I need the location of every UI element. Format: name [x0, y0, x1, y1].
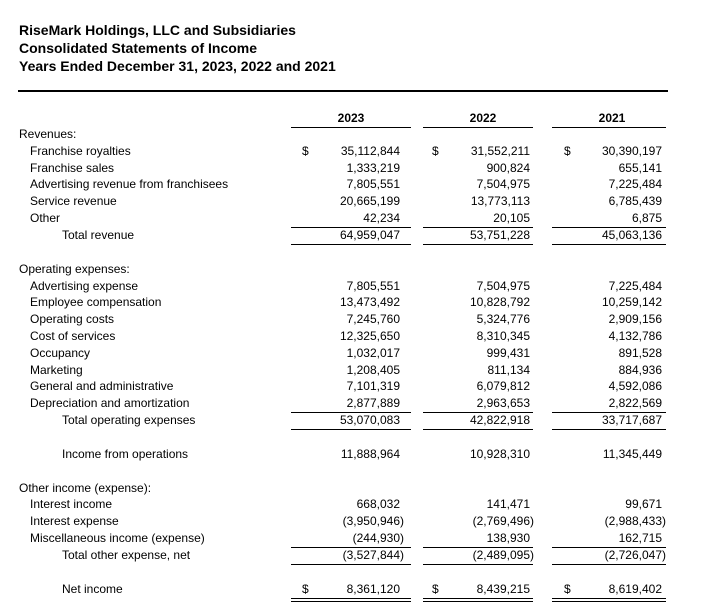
value-cell: 6,785,439 — [608, 194, 662, 208]
row-label: Advertising revenue from franchisees — [30, 177, 229, 191]
company-name: RiseMark Holdings, LLC and Subsidiaries — [19, 22, 296, 38]
dollar-sign: $ — [432, 582, 439, 596]
value-cell: 4,592,086 — [608, 379, 662, 393]
total-label: Total operating expenses — [62, 413, 196, 427]
value-cell: 1,032,017 — [346, 346, 400, 360]
value-cell: 138,930 — [486, 531, 530, 545]
dollar-sign: $ — [564, 144, 571, 158]
total-label: Total other expense, net — [62, 548, 191, 562]
section-heading-operating-expenses: Operating expenses: — [19, 262, 130, 276]
value-cell: (2,769,496) — [472, 514, 534, 528]
total-rule — [291, 429, 411, 430]
value-cell: 8,310,345 — [476, 329, 530, 343]
dollar-sign: $ — [302, 144, 309, 158]
row-label: Other — [30, 211, 61, 225]
row-label: Advertising expense — [30, 279, 139, 293]
row-label: Occupancy — [30, 346, 91, 360]
total-rule — [291, 564, 411, 565]
value-cell: 10,928,310 — [469, 447, 530, 461]
total-value: (2,726,047) — [604, 548, 666, 562]
value-cell: 10,828,792 — [469, 295, 530, 309]
value-cell: 668,032 — [356, 497, 400, 511]
value-cell: 999,431 — [486, 346, 530, 360]
total-rule — [552, 429, 666, 430]
value-cell: 2,822,569 — [608, 396, 662, 410]
row-label: Miscellaneous income (expense) — [30, 531, 205, 545]
statement-title: Consolidated Statements of Income — [19, 40, 258, 56]
double-underline — [291, 598, 411, 602]
value-cell: 35,112,844 — [340, 144, 400, 158]
row-label: Franchise royalties — [30, 144, 131, 158]
value-cell: 42,234 — [363, 211, 400, 225]
value-cell: 6,079,812 — [476, 379, 530, 393]
period-title: Years Ended December 31, 2023, 2022 and 2021 — [19, 58, 336, 74]
total-rule — [423, 564, 533, 565]
row-label: Marketing — [30, 363, 83, 377]
total-value: 53,070,083 — [339, 413, 400, 427]
value-cell: 7,504,975 — [476, 279, 530, 293]
value-cell: 7,245,760 — [346, 312, 400, 326]
value-cell: 11,888,964 — [340, 447, 400, 461]
row-label: Employee compensation — [30, 295, 162, 309]
total-rule — [423, 429, 533, 430]
value-cell: 12,325,650 — [339, 329, 400, 343]
value-cell: 162,715 — [618, 531, 662, 545]
total-value: (3,527,844) — [342, 548, 404, 562]
total-value: 33,717,687 — [601, 413, 662, 427]
row-label: General and administrative — [30, 379, 174, 393]
year-underline — [291, 127, 411, 128]
value-cell: 20,105 — [493, 211, 530, 225]
value-cell: 13,473,492 — [339, 295, 400, 309]
value-cell: 30,390,197 — [601, 144, 662, 158]
double-underline — [423, 598, 533, 602]
year-underline — [423, 127, 533, 128]
total-value: 64,959,047 — [339, 228, 400, 242]
year-header-2021: 2021 — [598, 111, 626, 125]
value-cell: 891,528 — [618, 346, 662, 360]
value-cell: 1,208,405 — [346, 363, 400, 377]
total-value: 42,822,918 — [469, 413, 530, 427]
value-cell: 7,805,551 — [346, 279, 400, 293]
row-label: Depreciation and amortization — [30, 396, 190, 410]
year-header-2023: 2023 — [337, 111, 365, 125]
value-cell: 2,963,653 — [476, 396, 530, 410]
row-label: Cost of services — [30, 329, 116, 343]
net-income-value: 8,619,402 — [608, 582, 662, 596]
total-label: Total revenue — [62, 228, 135, 242]
double-underline — [552, 598, 666, 602]
value-cell: 99,671 — [625, 497, 662, 511]
net-income-value: 8,361,120 — [346, 582, 400, 596]
total-value: 53,751,228 — [469, 228, 530, 242]
total-value: (2,489,095) — [472, 548, 534, 562]
row-label: Operating costs — [30, 312, 115, 326]
value-cell: 811,134 — [487, 363, 530, 377]
row-label: Franchise sales — [30, 161, 115, 175]
net-income-label: Net income — [62, 582, 123, 596]
total-value: 45,063,136 — [601, 228, 662, 242]
value-cell: 1,333,219 — [346, 161, 400, 175]
value-cell: 7,504,975 — [476, 177, 530, 191]
value-cell: 7,805,551 — [346, 177, 400, 191]
value-cell: 2,877,889 — [346, 396, 400, 410]
total-rule — [552, 564, 666, 565]
year-header-2022: 2022 — [469, 111, 497, 125]
dollar-sign: $ — [302, 582, 309, 596]
value-cell: 10,259,142 — [601, 295, 662, 309]
row-label: Service revenue — [30, 194, 117, 208]
value-cell: 7,225,484 — [608, 279, 662, 293]
value-cell: 141,471 — [486, 497, 530, 511]
value-cell: (2,988,433) — [604, 514, 666, 528]
section-heading-revenues: Revenues: — [19, 127, 77, 141]
row-label: Interest expense — [30, 514, 119, 528]
value-cell: 884,936 — [618, 363, 662, 377]
value-cell: 31,552,211 — [470, 144, 530, 158]
income-from-operations-label: Income from operations — [62, 447, 189, 461]
value-cell: 5,324,776 — [476, 312, 530, 326]
total-rule — [291, 244, 411, 245]
year-underline — [552, 127, 666, 128]
total-rule — [552, 244, 666, 245]
value-cell: (3,950,946) — [342, 514, 404, 528]
value-cell: 2,909,156 — [608, 312, 662, 326]
section-heading-other-income: Other income (expense): — [19, 481, 152, 495]
net-income-value: 8,439,215 — [476, 582, 530, 596]
value-cell: 900,824 — [486, 161, 530, 175]
value-cell: 11,345,449 — [602, 447, 662, 461]
total-rule — [423, 244, 533, 245]
row-label: Interest income — [30, 497, 113, 511]
value-cell: 7,225,484 — [608, 177, 662, 191]
dollar-sign: $ — [564, 582, 571, 596]
value-cell: 20,665,199 — [339, 194, 400, 208]
value-cell: 6,875 — [631, 211, 662, 225]
value-cell: 7,101,319 — [346, 379, 400, 393]
header-rule — [18, 90, 668, 92]
value-cell: 655,141 — [618, 161, 662, 175]
value-cell: 13,773,113 — [470, 194, 530, 208]
dollar-sign: $ — [432, 144, 439, 158]
value-cell: 4,132,786 — [608, 329, 662, 343]
value-cell: (244,930) — [352, 531, 404, 545]
